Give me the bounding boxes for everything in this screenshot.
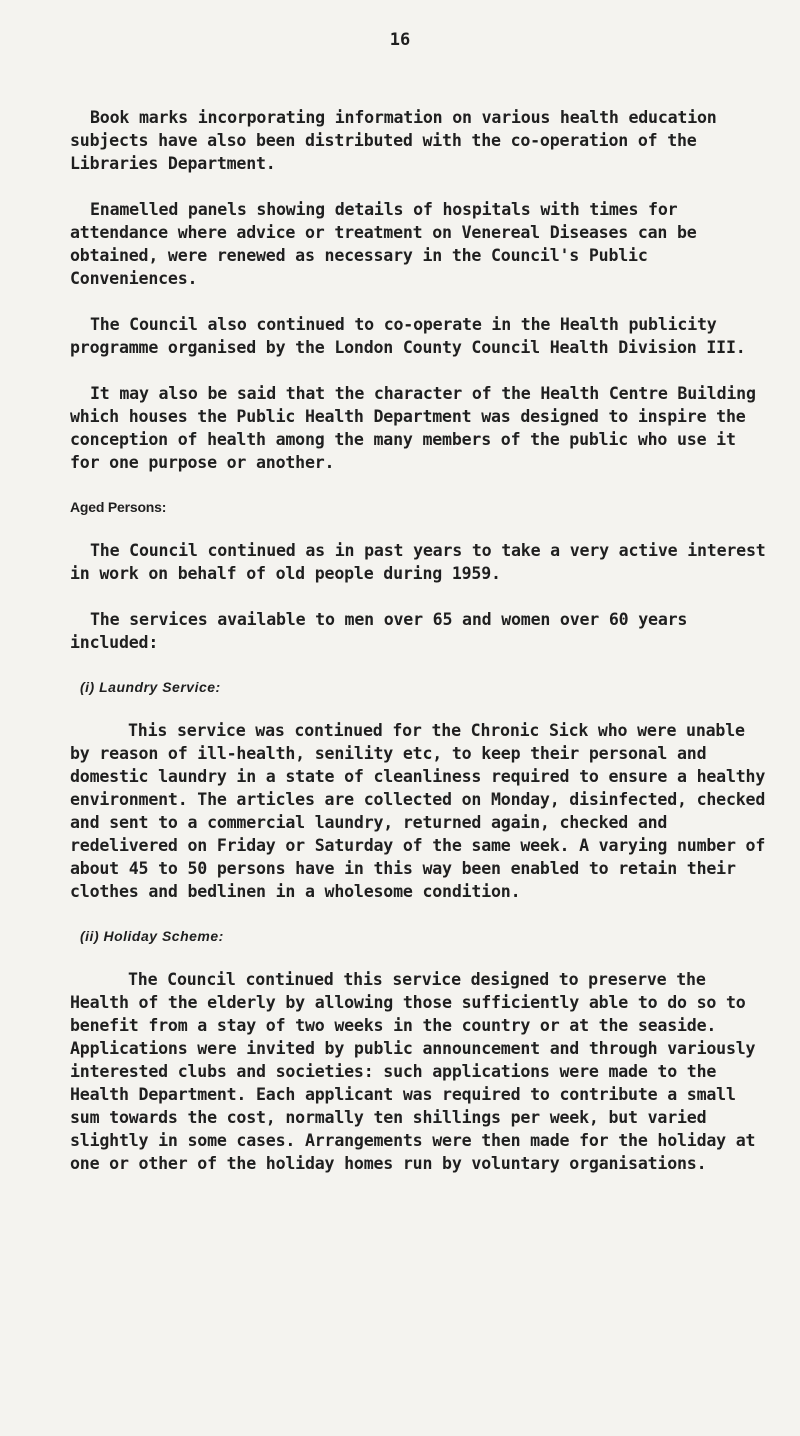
paragraph-old-people: The Council continued as in past years to take a very active interest in work on behalf of old people during 1959. [70,541,766,583]
page-number: 16 [389,30,411,50]
paragraph-holiday-scheme: The Council continued this service designed to preserve the Health of the elderly by allowing those sufficiently able to do so to benefit from a stay of two weeks in the country or at the seaside. Applications were invited by public announcement and through variously interested clubs and societies: such applications were made to the Health Department. Each applicant was required to contribute a small sum towards the cost, normally ten shillings per week, but varied slightly in some cases. Arrangements were then made for the holiday at one or other of the holiday homes run by voluntary organisations. [70,970,756,1173]
paragraph-health-publicity: The Council also continued to co-operate in the Health publicity programme organised by the London County Council Health Division III. [70,315,746,357]
subheading-holiday-scheme: (ii) Holiday Scheme: [80,928,224,944]
section-heading-aged-persons: Aged Persons: [70,499,167,515]
paragraph-enamelled-panels: Enamelled panels showing details of hospitals with times for attendance where advice or treatment on Venereal Diseases can be obtained, were renewed as necessary in the Council's Public Conveniences. [70,200,697,288]
paragraph-services-available: The services available to men over 65 and women over 60 years included: [70,610,688,652]
paragraph-book-marks: Book marks incorporating information on various health education subjects have also been distributed with the co-operation of the Libraries Department. [70,108,717,173]
page-body [70,106,772,1198]
paragraph-health-centre: It may also be said that the character of the Health Centre Building which houses the Public Health Department was designed to inspire the conception of health among the many members of the public who use it for one purpose or another. [70,384,756,472]
paragraph-laundry-service: This service was continued for the Chronic Sick who were unable by reason of ill-health, senility etc, to keep their personal and domestic laundry in a state of cleanliness required to ensure a healthy environment. The articles are collected on Monday, disinfected, checked and sent to a commercial laundry, returned again, checked and redelivered on Friday or Saturday of the same week. A varying number of about 45 to 50 persons have in this way been enabled to retain their clothes and bedlinen in a wholesome condition. [70,721,766,901]
subheading-laundry-service: (i) Laundry Service: [80,679,221,695]
